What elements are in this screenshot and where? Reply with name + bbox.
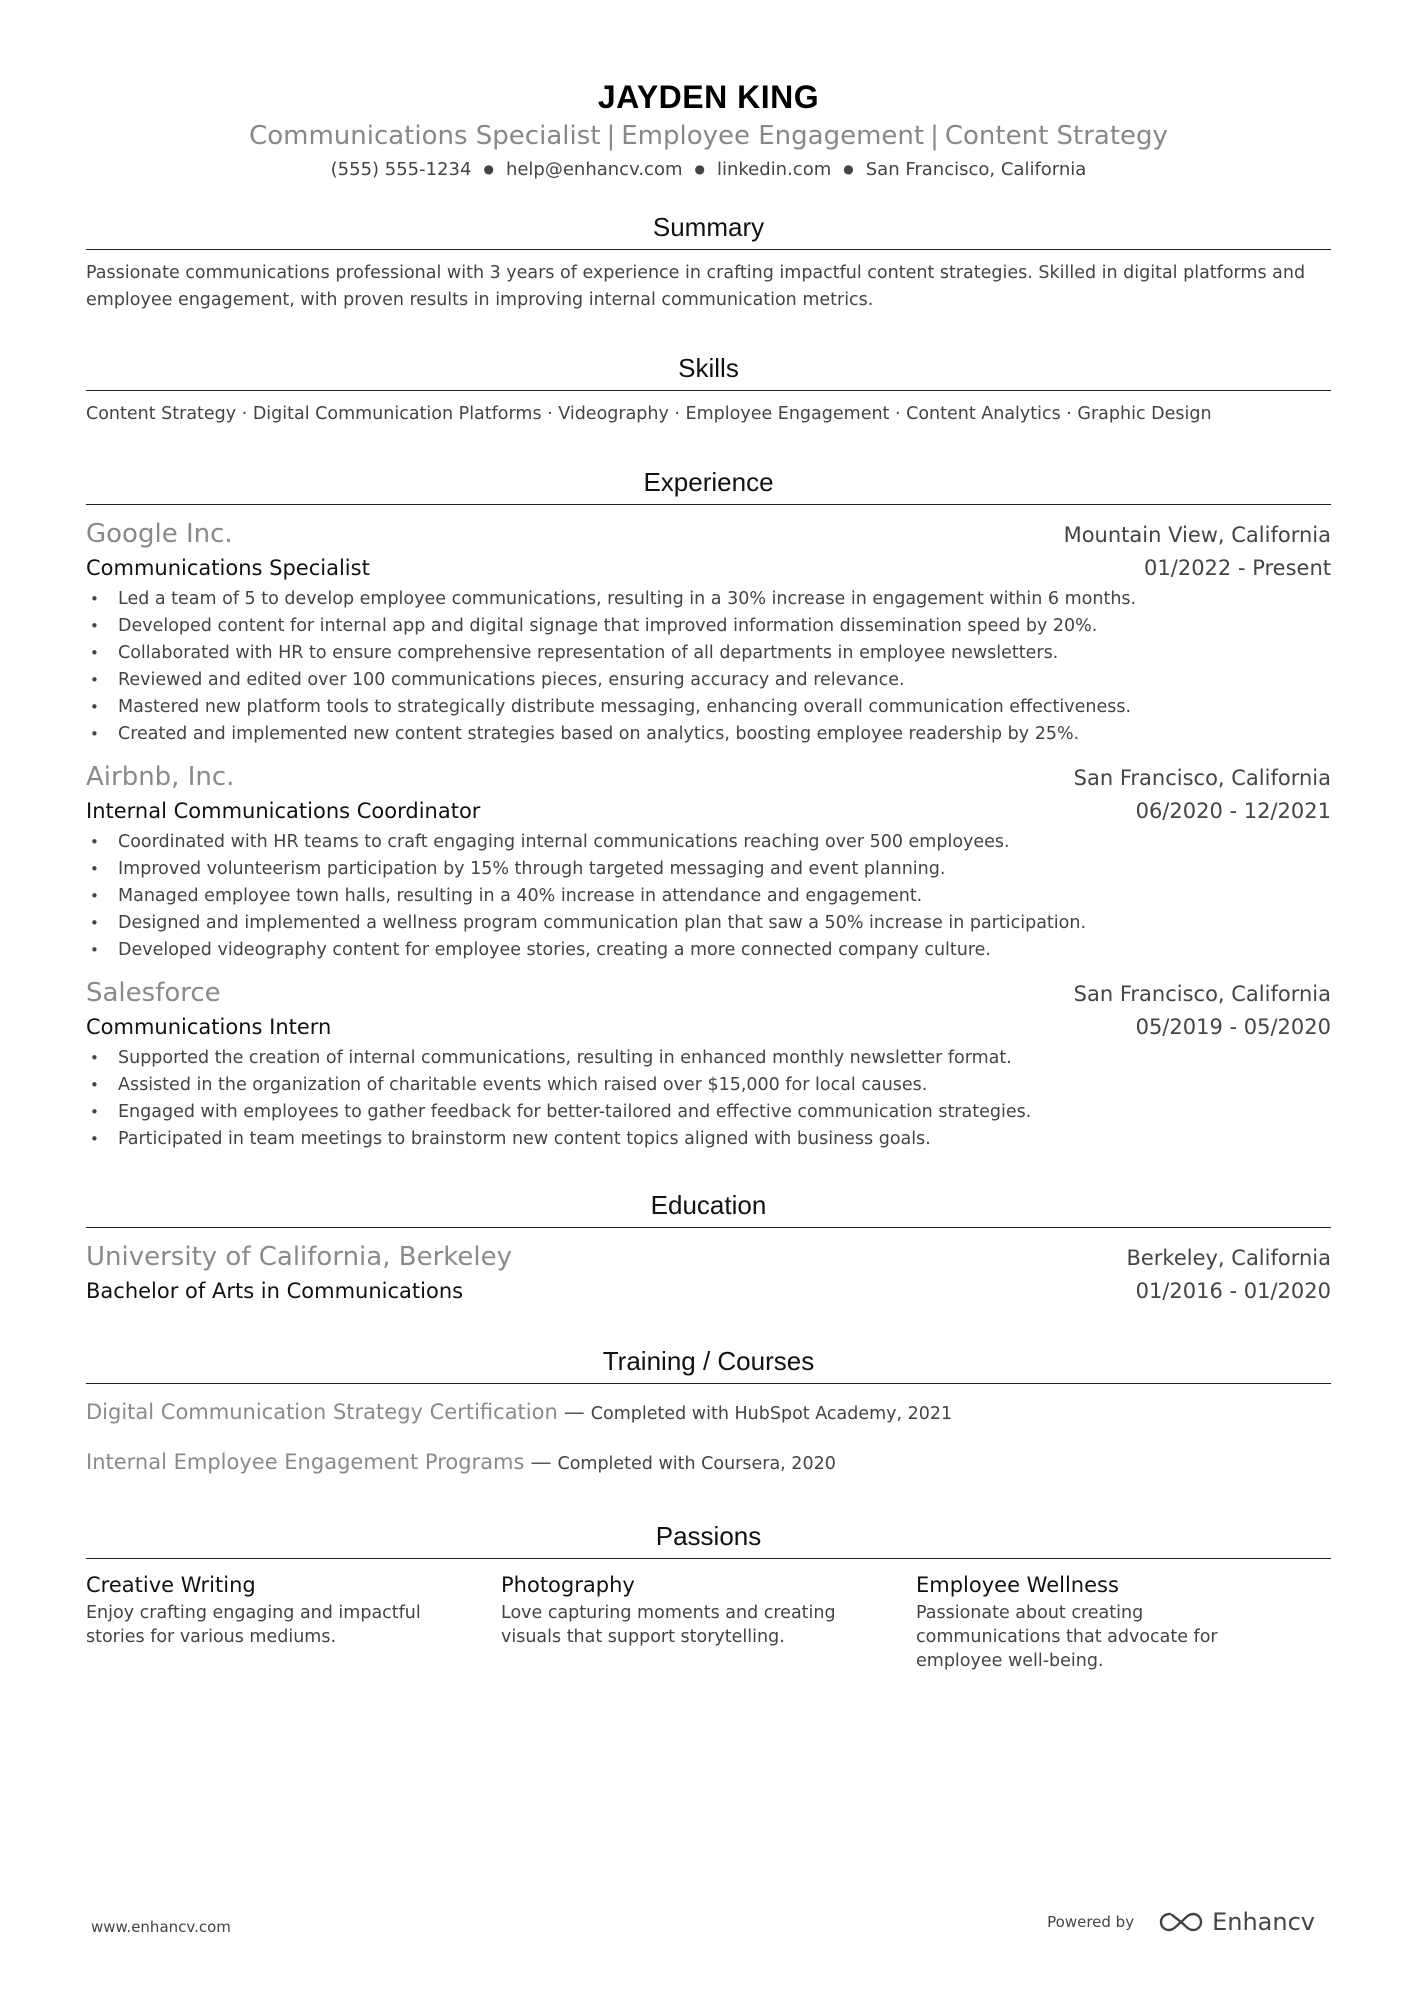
- school-location: Berkeley, California: [1126, 1246, 1331, 1270]
- bullet-item: • Collaborated with HR to ensure comprehensive representation of all departments in employee newsletters.: [86, 640, 1331, 667]
- education-dates: 01/2016 - 01/2020: [1135, 1279, 1331, 1303]
- course-detail: Completed with Coursera, 2020: [557, 1454, 836, 1474]
- resume-header: [86, 0, 1331, 183]
- job-bullets: [86, 1045, 1331, 1153]
- contact-email[interactable]: help@enhancv.com: [505, 159, 683, 180]
- job-dates: 05/2019 - 05/2020: [1135, 1015, 1331, 1039]
- section-heading: Passions: [86, 1520, 1331, 1559]
- bullet-item: • Coordinated with HR teams to craft engaging internal communications reaching over 500 employees.: [86, 829, 1331, 856]
- contact-location: San Francisco, California: [865, 159, 1087, 180]
- job-title: Internal Communications Coordinator: [86, 799, 481, 823]
- headline-separator: |: [930, 121, 939, 151]
- passion-title: Creative Writing: [86, 1573, 256, 1597]
- job-entry: [86, 760, 1331, 964]
- course-name: Digital Communication Strategy Certification: [86, 1400, 558, 1424]
- course-detail: Completed with HubSpot Academy, 2021: [590, 1404, 953, 1424]
- company-name: Salesforce: [86, 978, 221, 1008]
- contact-phone[interactable]: (555) 555-1234: [330, 159, 472, 180]
- skills-text: Content Strategy · Digital Communication Platforms · Videography · Employee Engagement · Content Analytics · Graphic Design: [86, 404, 1212, 424]
- summary-section: [86, 211, 1331, 314]
- passion-item: [501, 1569, 916, 1673]
- job-title: Communications Intern: [86, 1015, 332, 1039]
- bullet-item: • Reviewed and edited over 100 communications pieces, ensuring accuracy and relevance.: [86, 667, 1331, 694]
- skills-section: [86, 352, 1331, 428]
- passion-title: Photography: [501, 1573, 635, 1597]
- job-bullets: [86, 586, 1331, 748]
- passion-item: [86, 1569, 501, 1673]
- section-heading: Skills: [86, 352, 1331, 391]
- bullet-item: • Managed employee town halls, resulting in a 40% increase in attendance and engagement.: [86, 883, 1331, 910]
- job-location: San Francisco, California: [1073, 766, 1331, 790]
- job-entry: [86, 517, 1331, 748]
- section-heading: Experience: [86, 466, 1331, 505]
- contact-line: [86, 156, 1331, 183]
- course-dash: —: [530, 1450, 552, 1474]
- contact-linkedin[interactable]: linkedin.com: [716, 159, 832, 180]
- footer-website[interactable]: www.enhancv.com: [91, 1918, 231, 1936]
- headline-title-1: Communications Specialist: [249, 121, 601, 151]
- passion-description: Passionate about creating communications that advocate for employee well-being.: [916, 1603, 1218, 1671]
- resume-page: [86, 0, 1331, 1673]
- enhancv-logo-icon: [1158, 1910, 1204, 1934]
- section-heading: Summary: [86, 211, 1331, 250]
- bullet-item: • Participated in team meetings to brainstorm new content topics aligned with business goals.: [86, 1126, 1331, 1153]
- experience-section: [86, 466, 1331, 1153]
- headline: [86, 120, 1331, 152]
- passions-grid: [86, 1569, 1331, 1673]
- summary-text: Passionate communications professional with 3 years of experience in crafting impactful content strategies. Skilled in digital platforms and employee engagement, with proven results in improving internal communication metrics.: [86, 263, 1306, 310]
- degree: Bachelor of Arts in Communications: [86, 1279, 464, 1303]
- course-entry: [86, 1394, 1331, 1432]
- headline-title-2: Employee Engagement: [621, 121, 925, 151]
- headline-separator: |: [606, 121, 616, 151]
- job-bullets: [86, 829, 1331, 964]
- section-heading: Education: [86, 1189, 1331, 1228]
- bullet-item: • Assisted in the organization of charitable events which raised over $15,000 for local causes.: [86, 1072, 1331, 1099]
- bullet-item: • Developed videography content for employee stories, creating a more connected company culture.: [86, 937, 1331, 964]
- bullet-item: • Engaged with employees to gather feedback for better-tailored and effective communication strategies.: [86, 1099, 1331, 1126]
- bullet-item: • Improved volunteerism participation by 15% through targeted messaging and event planning.: [86, 856, 1331, 883]
- job-dates: 01/2022 - Present: [1144, 556, 1331, 580]
- passion-description: Love capturing moments and creating visuals that support storytelling.: [501, 1603, 836, 1647]
- passion-title: Employee Wellness: [916, 1573, 1119, 1597]
- bullet-item: • Developed content for internal app and digital signage that improved information dissemination speed by 20%.: [86, 613, 1331, 640]
- job-title: Communications Specialist: [86, 556, 370, 580]
- job-entry: [86, 976, 1331, 1153]
- company-name: Airbnb, Inc.: [86, 762, 235, 792]
- school-name: University of California, Berkeley: [86, 1242, 512, 1272]
- bullet-item: • Mastered new platform tools to strategically distribute messaging, enhancing overall communication effectiveness.: [86, 694, 1331, 721]
- footer-branding: [1047, 1908, 1315, 1936]
- bullet-item: • Supported the creation of internal communications, resulting in enhanced monthly newsletter format.: [86, 1045, 1331, 1072]
- bullet-item: • Created and implemented new content strategies based on analytics, boosting employee readership by 25%.: [86, 721, 1331, 748]
- headline-title-3: Content Strategy: [944, 121, 1168, 151]
- company-name: Google Inc.: [86, 519, 233, 549]
- bullet-separator: ●: [694, 162, 705, 176]
- course-entry: [86, 1444, 1331, 1482]
- powered-by-label: Powered by: [1047, 1913, 1135, 1931]
- bullet-separator: ●: [843, 162, 854, 176]
- bullet-item: • Designed and implemented a wellness program communication plan that saw a 50% increase in participation.: [86, 910, 1331, 937]
- training-section: [86, 1345, 1331, 1482]
- candidate-name: JAYDEN KING: [597, 79, 820, 115]
- job-location: San Francisco, California: [1073, 982, 1331, 1006]
- course-name: Internal Employee Engagement Programs: [86, 1450, 525, 1474]
- bullet-separator: ●: [483, 162, 494, 176]
- course-dash: —: [563, 1400, 585, 1424]
- section-heading: Training / Courses: [86, 1345, 1331, 1384]
- enhancv-brand[interactable]: [1158, 1908, 1315, 1936]
- education-section: [86, 1189, 1331, 1307]
- brand-name: Enhancv: [1212, 1908, 1315, 1936]
- education-entry: [86, 1240, 1331, 1307]
- passions-section: [86, 1520, 1331, 1673]
- job-location: Mountain View, California: [1063, 523, 1331, 547]
- passion-description: Enjoy crafting engaging and impactful stories for various mediums.: [86, 1603, 421, 1647]
- job-dates: 06/2020 - 12/2021: [1135, 799, 1331, 823]
- passion-item: [916, 1569, 1331, 1673]
- bullet-item: • Led a team of 5 to develop employee communications, resulting in a 30% increase in engagement within 6 months.: [86, 586, 1331, 613]
